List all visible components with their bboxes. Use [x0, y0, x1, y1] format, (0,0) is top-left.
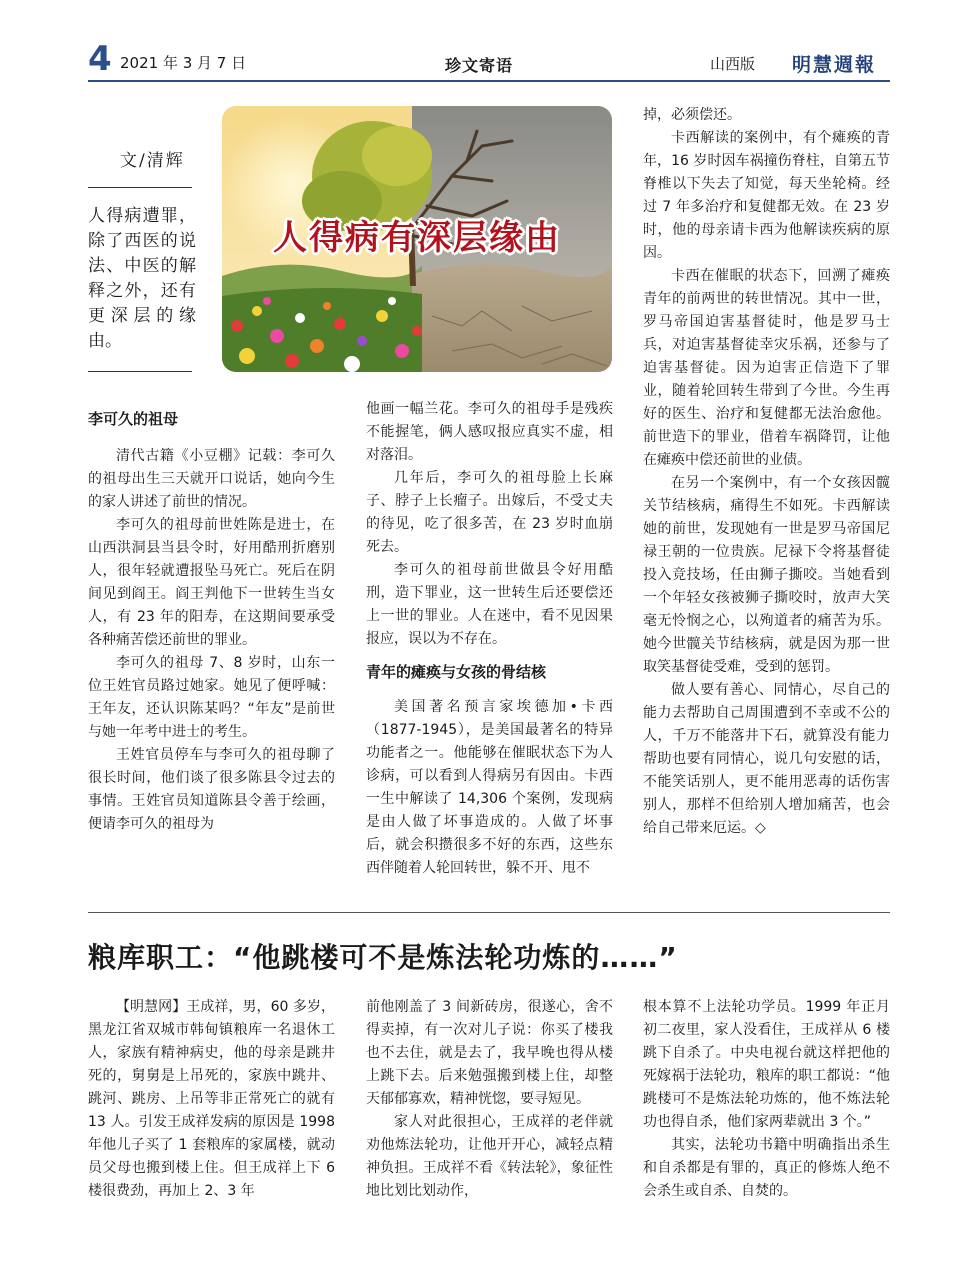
paragraph: 根本算不上法轮功学员。1999 年正月初二夜里，家人没看住，王成祥从 6 楼跳下自杀了。中央电视台就这样把他的死嫁祸于法轮功，粮库的职工都说：“他跳楼可不是炼法轮功炼的，他不炼法轮功也得自杀，他们家两辈就出 3 个。”: [643, 999, 890, 1130]
article2-title: 粮库职工：“他跳楼可不是炼法轮功炼的……”: [88, 941, 678, 974]
article2-column-1: [88, 996, 335, 1203]
edition-label: 山西版: [710, 55, 756, 73]
hero-title: 人得病有深层缘由: [273, 218, 561, 258]
paragraph: 其实，法轮功书籍中明确指出杀生和自杀都是有罪的，真正的修炼人绝不会杀生或自杀、自焚的。: [643, 1137, 890, 1199]
issue-date: 2021 年 3 月 7 日: [120, 54, 247, 72]
subheading-paralysis: 青年的瘫痪与女孩的骨结核: [366, 663, 547, 681]
header-divider: [88, 80, 890, 82]
section-title: 珍文寄语: [445, 56, 514, 75]
article2-column-3: [643, 996, 890, 1203]
article1-column-2: [366, 398, 613, 880]
paragraph: 家人对此很担心，王成祥的老伴就劝他炼法轮功，让他开开心，减轻点精神负担。王成祥不看《转法轮》，象征性地比划比划动作，: [366, 1114, 613, 1199]
paragraph: 几年后，李可久的祖母脸上长麻子、脖子上长瘤子。出嫁后，不受丈夫的待见，吃了很多苦，在 23 岁时血崩死去。: [366, 470, 613, 555]
paragraph: 清代古籍《小豆棚》记载：李可久的祖母出生三天就开口说话，她向今生的家人讲述了前世的情况。: [88, 448, 335, 510]
paragraph: 卡西解读的案例中，有个瘫痪的青年，16 岁时因车祸撞伤脊柱，自第五节脊椎以下失去了知觉，每天坐轮椅。经过 7 年多治疗和复健都无效。在 23 岁时，他的母亲请卡西为他解读疾病的原因。: [643, 130, 890, 261]
paragraph: 李可久的祖母前世做县令好用酷刑，造下罪业，这一世转生后还要偿还上一世的罪业。人在迷中，看不见因果报应，误以为不存在。: [366, 562, 613, 647]
lead-paragraph: 人得病遭罪，除了西医的说法、中医的解释之外，还有更深层的缘由。: [88, 206, 196, 351]
subheading-grandmother: 李可久的祖母: [88, 410, 179, 428]
paragraph: 在另一个案例中，有一个女孩因髋关节结核病，痛得生不如死。卡西解读她的前世，发现她有一世是罗马帝国尼禄王朝的一位贵族。尼禄下令将基督徒投入竞技场，任由狮子撕咬。当她看到一个年轻女孩被狮子撕咬时，放声大笑毫无怜悯之心，以殉道者的痛苦为乐。她今世髋关节结核病，就是因为那一世取笑基督徒受难，受到的惩罚。: [643, 475, 890, 675]
byline: 文/清辉: [120, 151, 185, 171]
masthead-logo: 明慧週報: [792, 54, 877, 76]
article-divider: [88, 912, 890, 913]
paragraph: 李可久的祖母 7、8 岁时，山东一位王姓官员路过她家。她见了便呼喊：王年友，还认识陈某吗？“年友”是前世与她一年考中进士的考生。: [88, 655, 335, 740]
page-number: 4: [88, 39, 112, 79]
paragraph: 【明慧网】王成祥，男，60 多岁，黑龙江省双城市韩甸镇粮库一名退休工人，家族有精神病史，他的母亲是跳井死的，舅舅是上吊死的，家族中跳井、跳河、跳房、上吊等非正常死亡的就有 13 人。引发王成祥发病的原因是 1998 年他儿子买了 1 套粮库的家属楼，就动员父母也搬到楼上住。但王成祥上下 6 楼很费劲，再加上 2、3 年: [88, 999, 335, 1199]
article1-column-3: [643, 104, 890, 840]
paragraph: 卡西在催眠的状态下，回溯了瘫痪青年的前两世的转世情况。其中一世，罗马帝国迫害基督徒时，他是罗马士兵，对迫害基督徒幸灾乐祸，还参与了迫害基督徒。因为迫害正信造下了罪业，随着轮回转生带到了今世。今生再好的医生、治疗和复健都无法治愈他。前世造下的罪业，借着车祸降罚，让他在瘫痪中偿还前世的业债。: [643, 268, 890, 468]
paragraph: 李可久的祖母前世姓陈是进士，在山西洪洞县当县令时，好用酷刑折磨别人，很年轻就遭报坠马死亡。死后在阴间见到阎王。阎王判他下一世转生当女人，有 23 年的阳寿，在这期间要承受各种痛苦偿还前世的罪业。: [88, 517, 335, 648]
article1-column-1: [88, 408, 335, 836]
paragraph: 掉，必须偿还。: [643, 107, 741, 123]
hero-image: [222, 106, 612, 372]
article2-column-2: [366, 996, 613, 1203]
paragraph: 前他刚盖了 3 间新砖房，很遂心，舍不得卖掉，有一次对儿子说：你买了楼我也不去住，就是去了，我早晚也得从楼上跳下去。后来勉强搬到楼上住，却整天郁郁寡欢，精神恍惚，要寻短见。: [366, 999, 613, 1107]
paragraph: 王姓官员停车与李可久的祖母聊了很长时间，他们谈了很多陈县令过去的事情。王姓官员知道陈县令善于绘画，便请李可久的祖母为: [88, 747, 335, 832]
lead-bottom-rule: [88, 371, 192, 372]
paragraph: 他画一幅兰花。李可久的祖母手是残疾不能握笔，俩人感叹报应真实不虚，相对落泪。: [366, 401, 613, 463]
lead-top-rule: [88, 187, 192, 188]
paragraph: 做人要有善心、同情心，尽自己的能力去帮助自己周围遭到不幸或不公的人，千万不能落井下石，就算没有能力帮助也要有同情心，说几句安慰的话，不能笑话别人，更不能用恶毒的话伤害别人，那样不但给别人增加痛苦，也会给自己带来厄运。◇: [643, 682, 890, 836]
paragraph: 美国著名预言家埃德加•卡西（1877-1945），是美国最著名的特异功能者之一。他能够在催眠状态下为人诊病，可以看到人得病另有因由。卡西一生中解读了 14,306 个案例，发现病是由人做了坏事造成的。人做了坏事后，就会积攒很多不好的东西，这些东西伴随着人轮回转世，躲不开、甩不: [366, 699, 613, 876]
